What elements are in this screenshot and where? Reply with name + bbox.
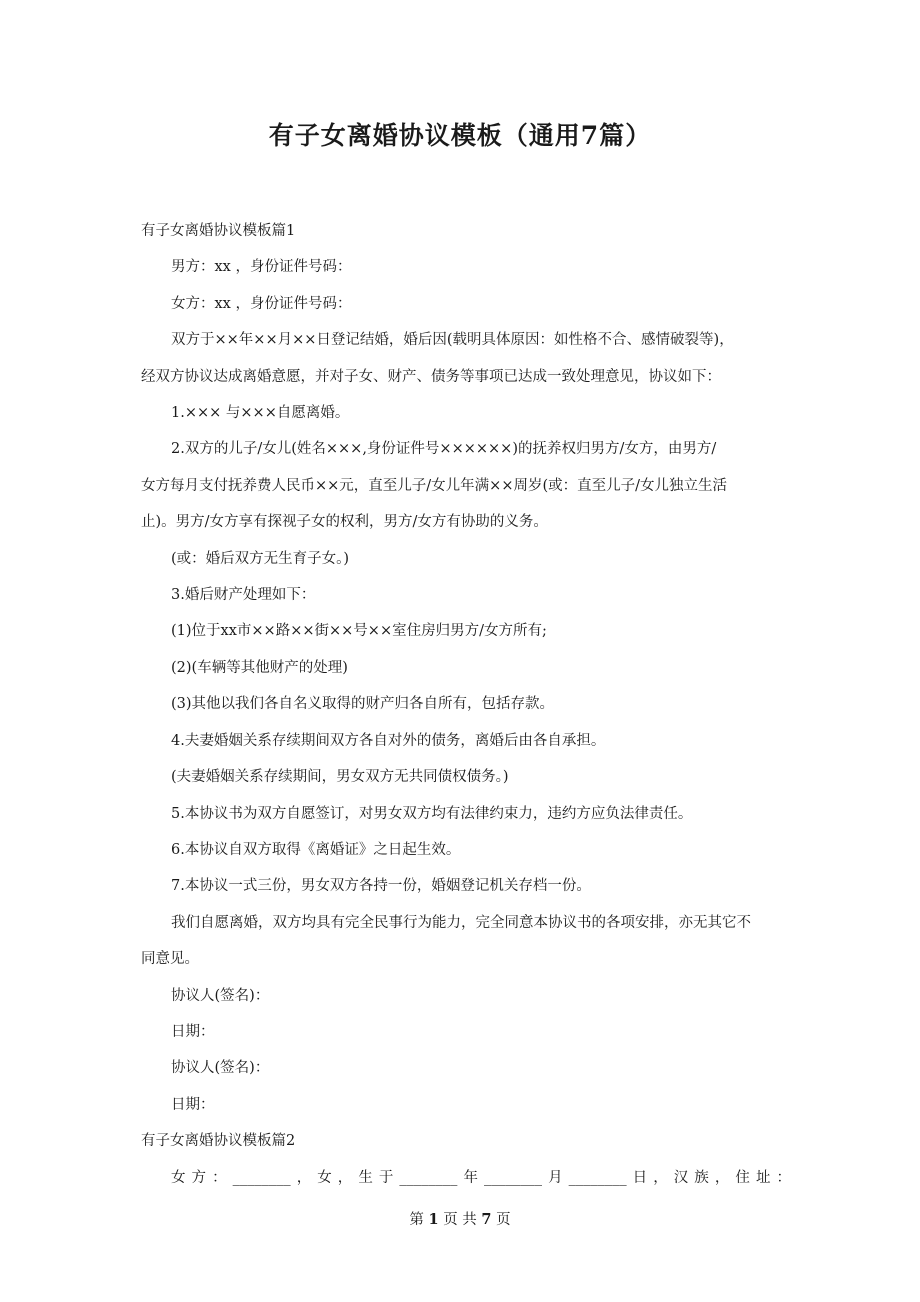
clause-2-alternative: (或：婚后双方无生育子女。) [171,550,350,567]
section2-woman-token: ________ [568,1169,627,1186]
section2-woman-token: ： [212,1169,227,1186]
document-title: 有子女离婚协议模板（通用7篇） [268,121,652,150]
clause-4: 4.夫妻婚姻关系存续期间双方各自对外的债务，离婚后由各自承担。 [171,732,606,749]
clause-4-alternative: (夫妻婚姻关系存续期间，男女双方无共同债权债务。) [171,769,509,786]
signature-label-2: 协议人(签名)： [171,1060,270,1077]
clause-1: 1.××× 与×××自愿离婚。 [171,405,350,422]
section2-woman-token: 生 [358,1169,373,1186]
closing-line-2: 同意见。 [141,951,199,968]
section2-woman-token: 女 [317,1169,332,1186]
section2-woman-token: 族 [694,1169,709,1186]
section2-woman-token: 月 [548,1169,563,1186]
section2-woman-token: ________ [232,1169,291,1186]
intro-line-2: 经双方协议达成离婚意愿，并对子女、财产、债务等事项已达成一致处理意见，协议如下： [141,368,721,385]
closing-line-1: 我们自愿离婚，双方均具有完全民事行为能力，完全同意本协议书的各项安排，亦无其它不 [171,914,751,931]
section2-woman-token: ________ [399,1169,458,1186]
footer-prefix: 第 [409,1212,424,1228]
section2-woman-info-line [141,1160,791,1196]
footer-total-pages: 7 [481,1211,492,1228]
page-footer [0,1208,920,1229]
woman-info: 女方：xx ，身份证件号码： [171,295,352,312]
section2-woman-token: 汉 [673,1169,689,1186]
section2-woman-token: 年 [463,1169,478,1186]
document-body [141,213,791,1196]
signature-label-1: 协议人(签名)： [171,987,270,1004]
date-label-1: 日期： [171,1023,215,1040]
section2-woman-token: ________ [484,1169,543,1186]
footer-mid: 页 共 [443,1212,477,1228]
clause-2-line-1: 2.双方的儿子/女儿(姓名×××,身份证件号××××××)的抚养权归男方/女方，由男方/ [171,441,717,458]
date-label-2: 日期： [171,1096,215,1113]
clause-2-line-3: 止)。男方/女方享有探视子女的权利，男方/女方有协助的义务。 [141,514,548,531]
intro-line-1: 双方于××年××月××日登记结婚，婚后因(载明具体原因：如性格不合、感情破裂等)， [171,332,734,349]
section2-woman-token: ， [296,1169,312,1186]
section2-woman-token: 日 [632,1169,648,1186]
clause-3-sub-3: (3)其他以我们各自名义取得的财产归各自所有，包括存款。 [171,696,555,713]
section2-woman-token: ， [653,1169,668,1186]
clause-3-sub-2: (2)(车辆等其他财产的处理) [171,659,348,676]
man-info: 男方：xx ，身份证件号码： [171,259,352,276]
clause-2-line-2: 女方每月支付抚养费人民币××元，直至儿子/女儿年满××周岁(或：直至儿子/女儿独立生活 [141,477,728,494]
section2-woman-token: 女 [171,1169,186,1186]
section2-woman-token: 于 [378,1169,394,1186]
clause-6: 6.本协议自双方取得《离婚证》之日起生效。 [171,841,461,858]
section2-woman-token: ： [776,1169,791,1186]
clause-3: 3.婚后财产处理如下： [171,587,316,604]
section2-woman-token: ， [714,1169,730,1186]
clause-7: 7.本协议一式三份，男女双方各持一份，婚姻登记机关存档一份。 [171,878,591,895]
section2-woman-token: 方 [191,1169,207,1186]
clause-3-sub-1: (1)位于xx市××路××街××号××室住房归男方/女方所有; [171,623,547,640]
footer-suffix: 页 [496,1212,511,1228]
section2-woman-token: 址 [755,1169,771,1186]
section2-woman-token: ， [337,1169,353,1186]
clause-5: 5.本协议书为双方自愿签订，对男女双方均有法律约束力，违约方应负法律责任。 [171,805,693,822]
section-heading-2: 有子女离婚协议模板篇2 [141,1133,296,1150]
footer-page-number: 1 [428,1211,439,1228]
section2-woman-token: 住 [735,1169,750,1186]
section-heading-1: 有子女离婚协议模板篇1 [141,223,296,239]
